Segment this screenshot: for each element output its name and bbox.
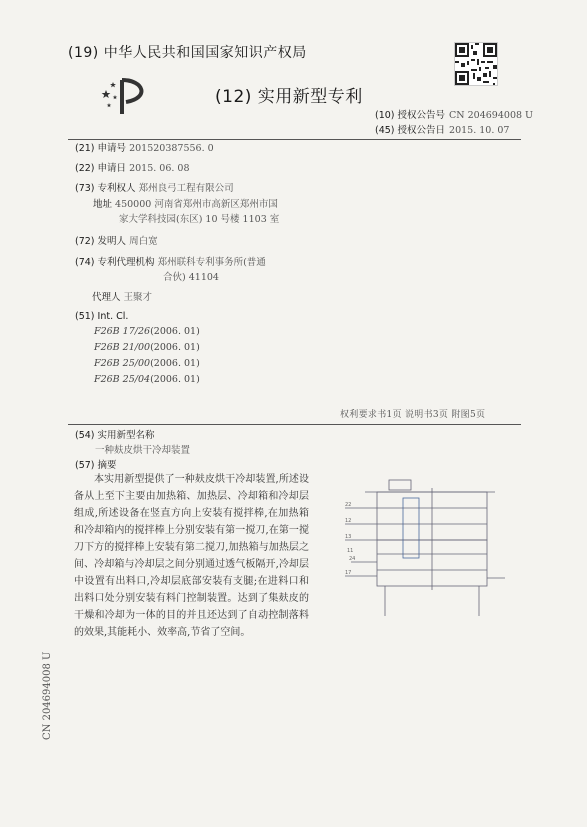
fig-label: 22 — [345, 502, 352, 508]
patentee: (73) 专利权人 郑州良弓工程有限公司 — [75, 183, 234, 194]
inventor: (72) 发明人 周白宽 — [75, 236, 158, 247]
patentee-address: 地址 450000 河南省郑州市高新区郑州市国 家大学科技园(东区) 10 号楼 1103 室 — [93, 199, 280, 225]
abstract-text: 本实用新型提供了一种麸皮烘干冷却装置,所述设备从上至下主要由加热箱、加热层、冷却箱和冷却层组成,所述设备在竖直方向上安装有搅拌棒,在加热箱和冷却箱内的搅拌棒上分别安装有第一搅刀,在第一搅刀下方的搅拌棒上安装有第二搅刀,加热箱与加热层之间、冷却箱与冷却层之间分别通过透气板隔开,冷却层中设置有出料口,冷却层底部安装有支腿;在进料口和出料口处分别安装有料门控制装置。达到了集麸皮的干燥和冷却为一体的目的并且还达到了自动控制落料的效果,其能耗小、效率高,节省了空间。 — [74, 474, 309, 638]
int-cl-label: (51) Int. Cl. — [75, 311, 129, 322]
invention-title: 一种麸皮烘干冷却装置 — [95, 445, 191, 456]
application-number: (21) 申请号 201520387556. 0 — [75, 143, 214, 154]
utility-model-name: (54) 实用新型名称 一种麸皮烘干冷却装置 — [75, 430, 191, 456]
ipc-row: F26B 21/00(2006. 01) — [94, 342, 200, 353]
patent-office-name: (19) 中华人民共和国国家知识产权局 — [68, 45, 307, 61]
fig-label: 17 — [345, 570, 352, 576]
page-count-info: 权利要求书1页 说明书3页 附图5页 — [340, 410, 486, 420]
pub-no-value: CN 204694008 U — [449, 110, 534, 121]
fig-label: 24 — [349, 556, 356, 562]
ipc-row: F26B 25/04(2006. 01) — [94, 374, 200, 385]
pub-date-label: (45) 授权公告日 — [375, 125, 446, 136]
header-divider — [68, 139, 521, 140]
pub-date-value: 2015. 10. 07 — [449, 125, 510, 136]
pub-no-label: (10) 授权公告号 — [375, 110, 446, 121]
fig-label: 12 — [345, 518, 352, 524]
fig-label: 11 — [347, 548, 354, 554]
patent-agency: (74) 专利代理机构 郑州联科专利事务所(普通 合伙) 41104 — [75, 257, 266, 283]
fig-label: 13 — [345, 534, 352, 540]
document-type: (12) 实用新型专利 — [215, 87, 363, 107]
publication-info — [375, 108, 533, 138]
side-publication-code: CN 204694008 U — [42, 651, 53, 740]
application-date: (22) 申请日 2015. 06. 08 — [75, 163, 190, 174]
abstract-label: (57) 摘要 — [75, 460, 117, 471]
ipc-row: F26B 25/00(2006. 01) — [94, 358, 200, 369]
ipc-row: F26B 17/26(2006. 01) — [94, 326, 200, 337]
cnipa-logo — [100, 76, 152, 116]
section-divider — [68, 424, 521, 425]
abstract-drawing — [345, 478, 510, 630]
agent: 代理人 王聚才 — [92, 292, 153, 303]
qr-code — [454, 42, 498, 86]
ipc-classifications — [94, 324, 200, 388]
